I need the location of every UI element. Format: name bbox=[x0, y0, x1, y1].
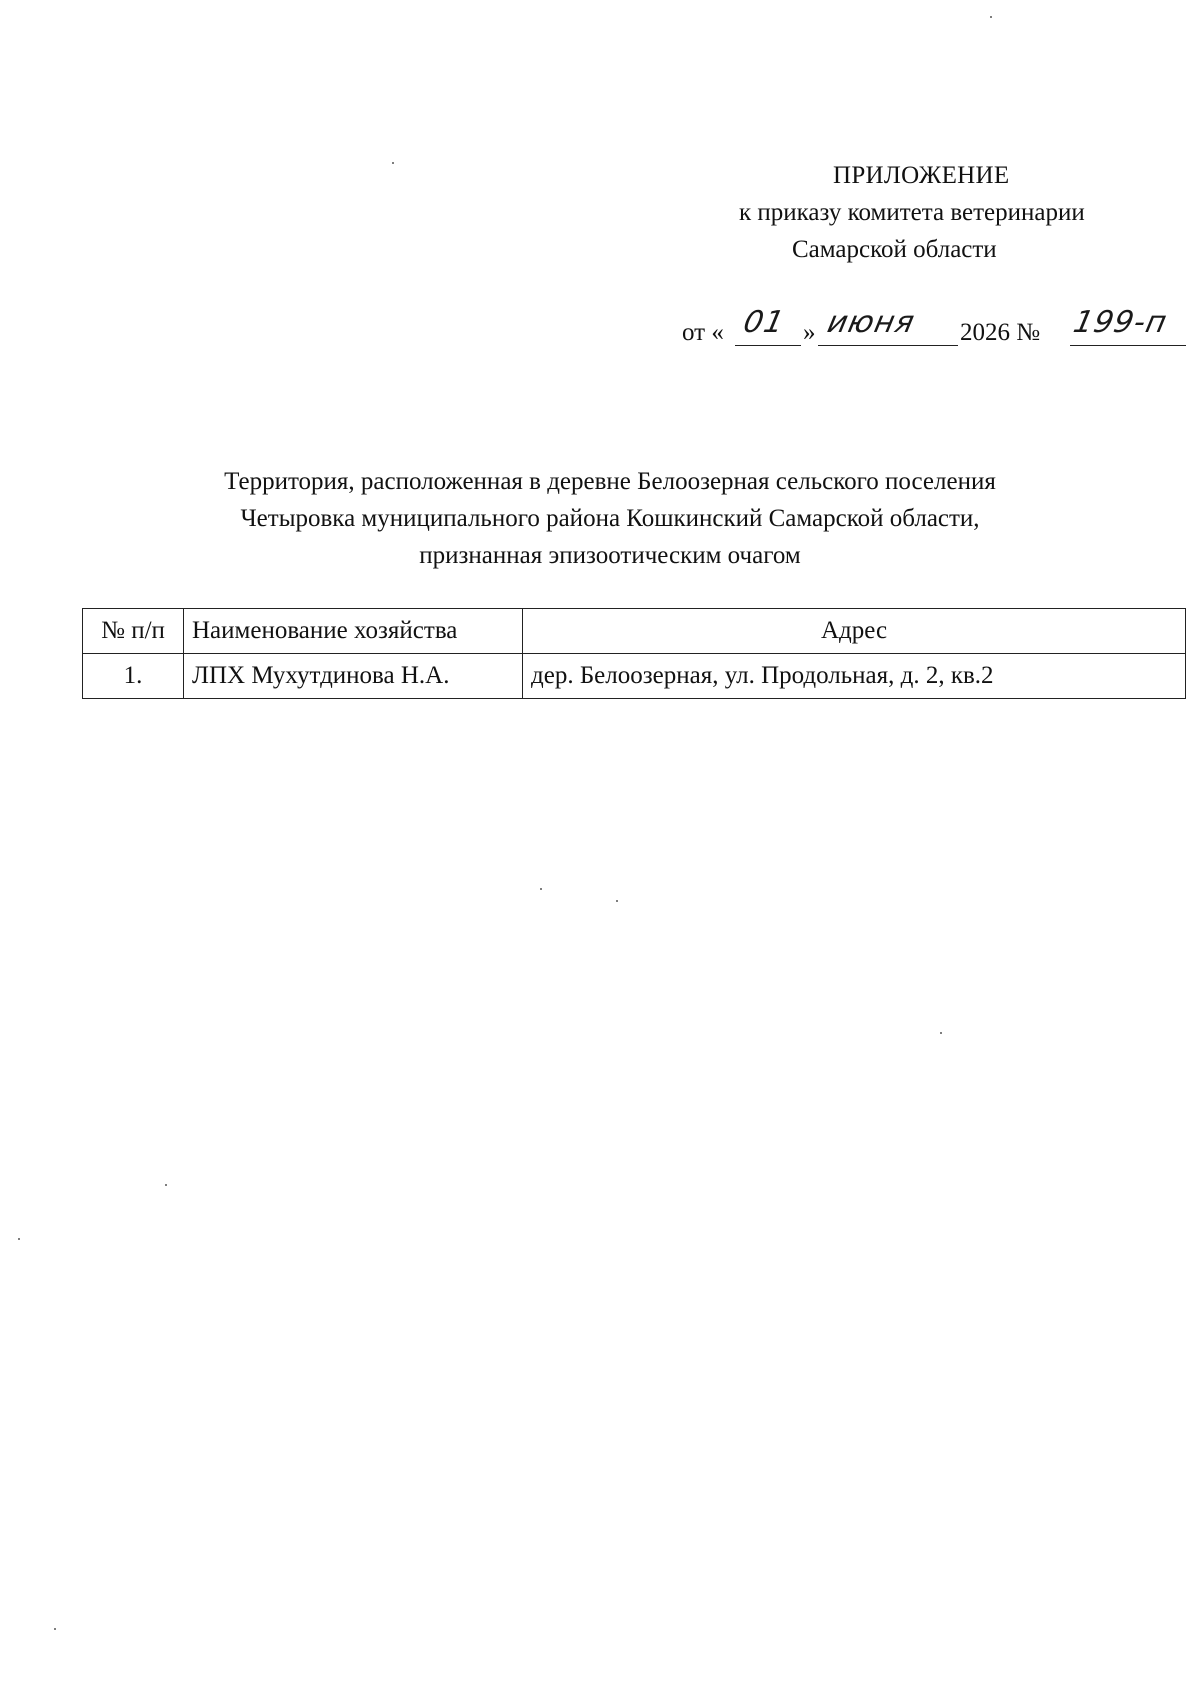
scan-speck bbox=[940, 1032, 942, 1034]
date-year-number: 2026 № bbox=[960, 319, 1041, 346]
households-table bbox=[82, 608, 1186, 699]
scan-speck bbox=[540, 888, 542, 890]
table-header-row bbox=[83, 609, 1186, 654]
scan-speck bbox=[392, 162, 394, 164]
handwritten-day: 01 bbox=[740, 305, 788, 340]
cell-household-name: ЛПХ Мухутдинова Н.А. bbox=[184, 654, 523, 699]
title-line-1: Территория, расположенная в деревне Белоозерная сельского поселения bbox=[224, 468, 996, 495]
scan-speck bbox=[165, 1184, 167, 1186]
document-title bbox=[150, 463, 1070, 574]
scan-speck bbox=[990, 16, 992, 18]
cell-address: дер. Белоозерная, ул. Продольная, д. 2, кв.2 bbox=[523, 654, 1186, 699]
header-address: Адрес bbox=[523, 609, 1186, 654]
date-prefix: от « bbox=[682, 319, 724, 346]
title-line-3: признанная эпизоотическим очагом bbox=[419, 542, 801, 569]
table-row bbox=[83, 654, 1186, 699]
scan-speck bbox=[616, 900, 618, 902]
appendix-order-reference: к приказу комитета ветеринарии bbox=[739, 199, 1085, 226]
scan-speck bbox=[18, 1238, 20, 1240]
header-household-name: Наименование хозяйства bbox=[184, 609, 523, 654]
handwritten-number: 199-п bbox=[1070, 305, 1171, 340]
scan-speck bbox=[54, 1628, 56, 1630]
header-number: № п/п bbox=[83, 609, 184, 654]
title-line-2: Четыровка муниципального района Кошкинский Самарской области, bbox=[240, 505, 980, 532]
appendix-title: ПРИЛОЖЕНИЕ bbox=[833, 162, 1010, 189]
cell-number: 1. bbox=[83, 654, 184, 699]
handwritten-month: июня bbox=[824, 305, 919, 340]
date-close-quote: » bbox=[803, 319, 816, 346]
appendix-region: Самарской области bbox=[792, 236, 997, 263]
